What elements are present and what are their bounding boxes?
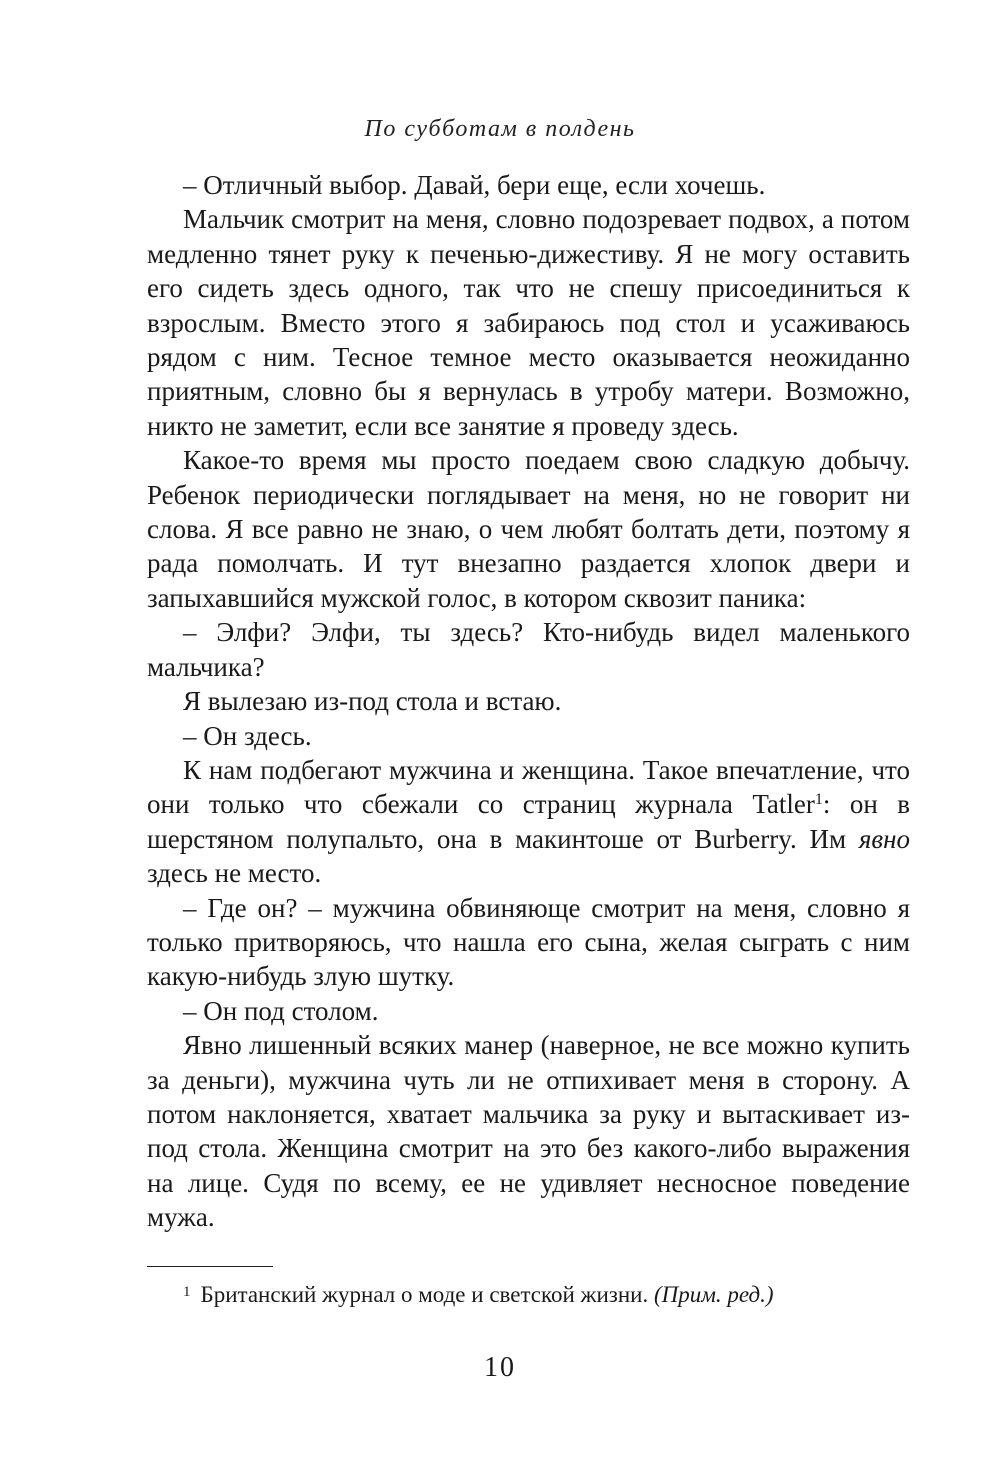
paragraph: – Он здесь.	[183, 720, 312, 751]
footnote-divider	[147, 1266, 273, 1267]
footnote-number: 1	[183, 1284, 191, 1300]
paragraph-text: : он в шерстяном полупальто, она в макинтоше от Burberry. Им	[147, 789, 910, 854]
paragraph: – Отличный выбор. Давай, бери еще, если хочешь.	[183, 170, 766, 200]
page-number: 10	[484, 1352, 516, 1383]
footnote-reference[interactable]: 1	[814, 791, 823, 809]
paragraph: Мальчик смотрит на меня, словно подозревает подвох, а потом медленно тянет руку к печенью-дижестиву. Я не могу оставить его сидеть здесь одного, так что не спешу присоединиться к взрослым. Вместо этого я забираюсь под стол и усаживаюсь рядом с ним. Тесное темное место оказывается неожиданно приятным, словно бы я вернулась в утробу матери. Возможно, никто не заметит, если все занятие я проведу здесь.	[147, 204, 910, 441]
running-head: По субботам в полдень	[364, 116, 636, 142]
footnote-text: Британский журнал о моде и светской жизни.	[200, 1282, 654, 1307]
paragraph: Явно лишенный всяких манер (наверное, не все можно купить за деньги), мужчина чуть ли не отпихивает меня в сторону. А потом наклоняется, хватает мальчика за руку и вытаскивает из-под стола. Женщина смотрит на это без какого-либо выражения на лице. Судя по всему, ее не удивляет несносное поведение мужа.	[147, 1030, 910, 1233]
paragraph: Я вылезаю из-под стола и встаю.	[183, 686, 562, 717]
body-text	[147, 168, 910, 1235]
paragraph: – Где он? – мужчина обвиняюще смотрит на меня, словно я только притворяюсь, что нашла его сына, желая сыграть с ним какую-нибудь злую шутку.	[147, 892, 910, 992]
paragraph-text: К нам подбегают мужчина и женщина. Такое впечатление, что они только что сбежали со страниц журнала Tatler	[147, 754, 910, 820]
footnote-editor-note: (Прим. ред.)	[653, 1282, 774, 1307]
emphasis-text: явно	[858, 823, 910, 854]
paragraph: – Он под столом.	[183, 995, 379, 1026]
footnote	[183, 1280, 910, 1310]
paragraph-text: здесь не место.	[147, 858, 322, 889]
paragraph: – Элфи? Элфи, ты здесь? Кто-нибудь видел маленького мальчика?	[147, 617, 910, 682]
paragraph: Какое-то время мы просто поедаем свою сладкую добычу. Ребенок периодически поглядывает на меня, но не говорит ни слова. Я все равно не знаю, о чем любят болтать дети, поэтому я рада помолчать. И тут внезапно раздается хлопок двери и запыхавшийся мужской голос, в котором сквозит паника:	[147, 445, 910, 613]
paragraph-with-footnote-ref	[147, 753, 910, 891]
